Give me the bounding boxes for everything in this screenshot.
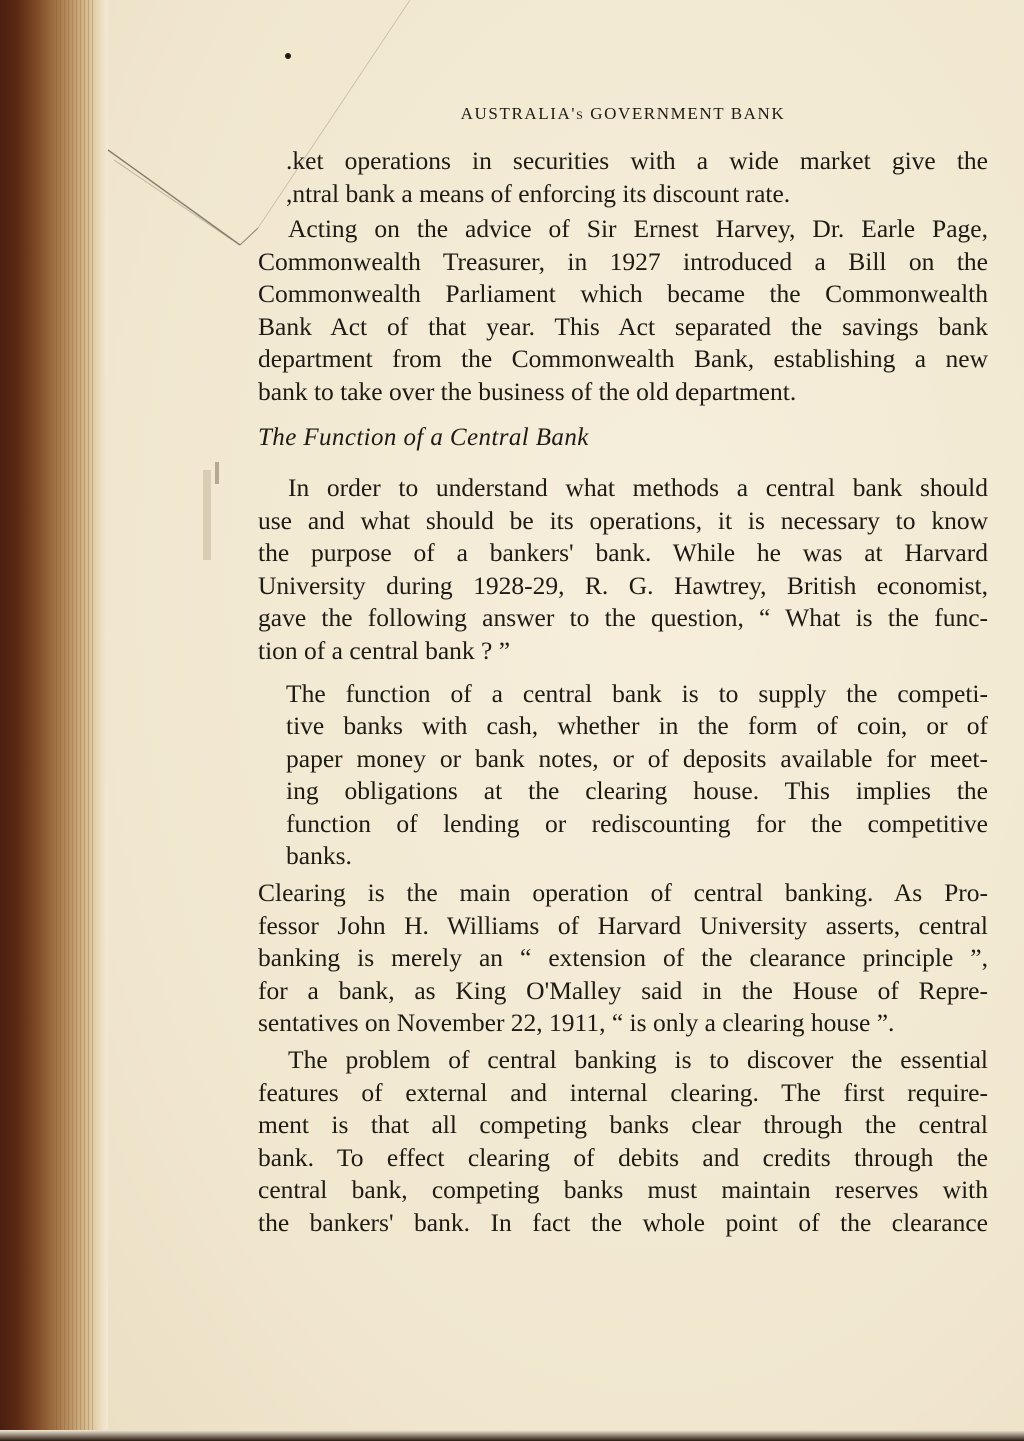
text-line: bank to take over the business of the old department. (258, 376, 797, 406)
text-line: University during 1928-29, R. G. Hawtrey, British economist, (258, 570, 988, 600)
text-line: for a bank, as King O'Malley said in the House of Repre- (258, 975, 988, 1005)
text-line: .ket operations in securities with a wide market give the (286, 146, 988, 175)
text-line: gave the following answer to the question, “ What is the func- (258, 603, 988, 633)
page-edge-lines (56, 0, 96, 1441)
text-line: The problem of central banking is to discover the essential (288, 1045, 988, 1074)
quote-line: function of lending or rediscounting for the competitive (286, 808, 988, 838)
paragraph-continued (286, 145, 988, 210)
text-line: department from the Commonwealth Bank, establishing a new (258, 344, 988, 374)
text-line: Clearing is the main operation of central banking. As Pro- (258, 878, 988, 907)
section-heading: The Function of a Central Bank (258, 424, 589, 451)
quote-line: ing obligations at the clearing house. This implies the (286, 776, 988, 806)
running-head-rest: GOVERNMENT BANK (584, 104, 786, 123)
text-line: Commonwealth Treasurer, in 1927 introduced a Bill on the (258, 246, 988, 276)
quote-line: paper money or bank notes, or of deposits available for meet- (286, 743, 988, 773)
text-line: banking is merely an “ extension of the clearance principle ”, (258, 943, 988, 973)
text-line: sentatives on November 22, 1911, “ is only a clearing house ”. (258, 1008, 895, 1038)
paragraph-central-bank-purpose (258, 472, 988, 668)
text-line: Commonwealth Parliament which became the Commonwealth (258, 279, 988, 309)
text-line: tion of a central bank ? ” (258, 635, 511, 665)
paragraph-clearing (258, 877, 988, 1040)
quote-line: The function of a central bank is to supply the competi- (286, 679, 988, 708)
text-line: central bank, competing banks must maintain reserves with (258, 1175, 988, 1205)
text-line: bank. To effect clearing of debits and credits through the (258, 1142, 988, 1172)
text-line: ment is that all competing banks clear through the central (258, 1110, 988, 1140)
quote-line: banks. (286, 841, 352, 871)
text-line: the bankers' bank. In fact the whole point of the clearance (258, 1207, 988, 1237)
text-line: features of external and internal clearing. The first require- (258, 1077, 988, 1107)
quote-line: tive banks with cash, whether in the form of coin, or of (286, 711, 988, 741)
text-line: ,ntral bank a means of enforcing its discount rate. (286, 178, 791, 208)
text-line: Bank Act of that year. This Act separated the savings bank (258, 311, 988, 341)
text-line: use and what should be its operations, it is necessary to know (258, 505, 988, 535)
text-line: Acting on the advice of Sir Ernest Harvey, Dr. Earle Page, (288, 214, 988, 243)
text-line: fessor John H. Williams of Harvard University asserts, central (258, 910, 988, 940)
running-head (258, 104, 988, 124)
block-quote-hawtrey (286, 678, 988, 872)
running-head-prefix: AUSTRALIA (460, 104, 572, 123)
paragraph-problem-of-central-banking (258, 1044, 988, 1240)
running-head-apostrophe: 's (571, 104, 585, 123)
text-line: the purpose of a bankers' bank. While he was at Harvard (258, 538, 988, 568)
text-line: In order to understand what methods a central bank should (288, 473, 988, 502)
page-bottom-edge (0, 1430, 1024, 1441)
paragraph-commonwealth-bank-act (258, 213, 988, 409)
